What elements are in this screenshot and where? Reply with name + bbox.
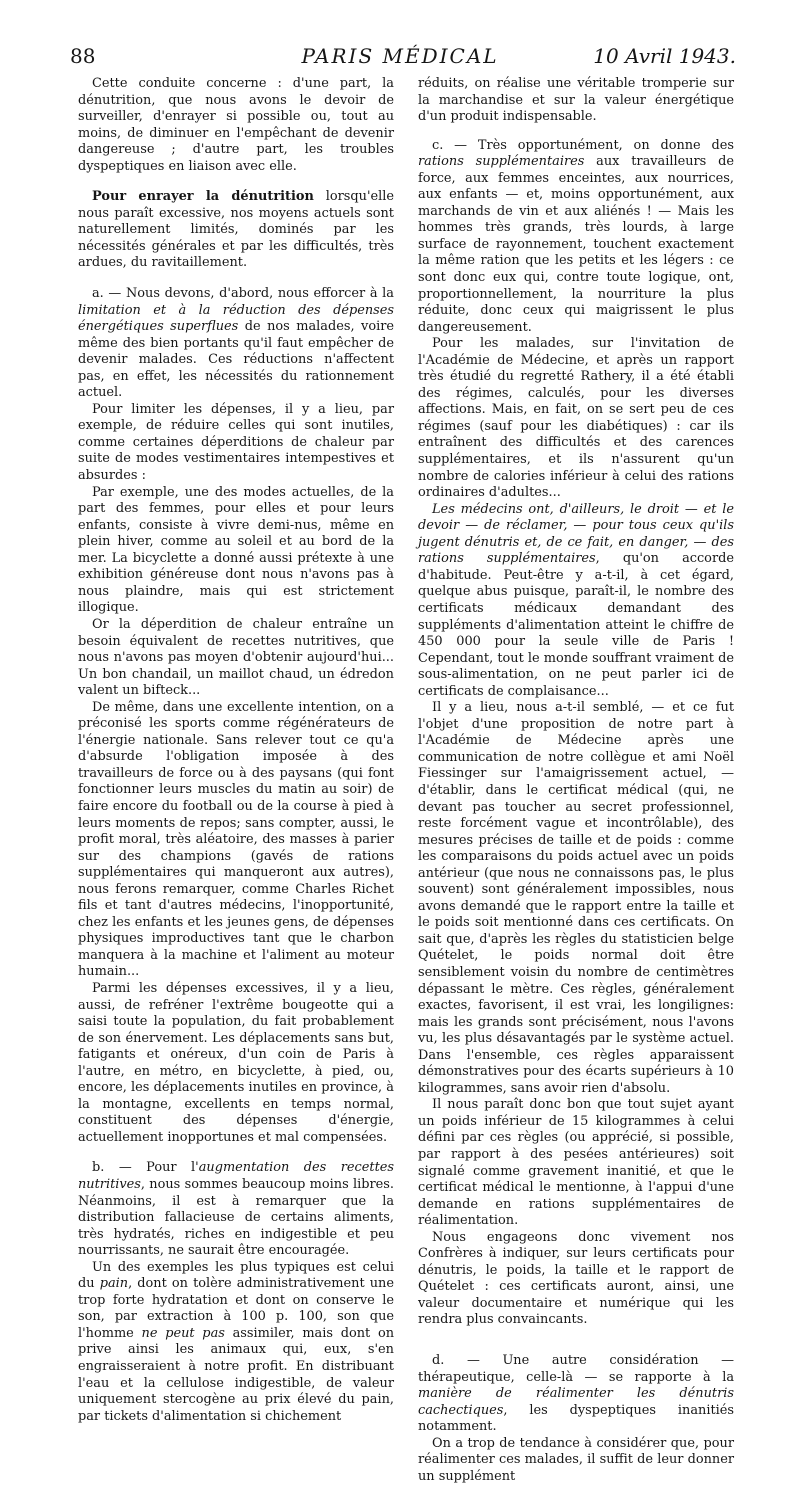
page-header	[64, 40, 736, 74]
paragraph-c: c. — Très opportunément, on donne des rations supplémentaires aux travailleurs de force, aux femmes enceintes, aux nourrices, aux enfants — et, moins opportunément, aux marchands de vin et aux aliénés ! — Mais les hommes très grands, très lourds, à large surface de rayonnement, touchent exactement la même ration que les petits et les légers : ce sont donc eux qui, contre toute logique, ont, proportionnellement, la nourriture la plus réduite, donc ceux qui maigrissent le plus dangereusement.	[418, 137, 735, 335]
paragraph-conduct: Cette conduite concerne : d'une part, la dénutrition, que nous avons le devoir de surveiller, d'enrayer si possible ou, tout au moins, de diminuer en l'empêchant de devenir dangereuse ; d'autre part, les troubles dyspeptiques en liaison avec elle.	[78, 76, 394, 174]
paragraph: Or la déperdition de chaleur entraîne un besoin équivalent de recettes nutritives, que nous n'avons pas moyen d'obtenir aujourd'hui... Un bon chandail, un maillot chaud, un édredon valent un bifteck...	[78, 616, 394, 699]
paragraph-d: d. — Une autre considération — thérapeutique, celle-là — se rapporte à la manière de réalimenter les dénutris cachectiques, les dyspeptiques inanitiés notamment.	[418, 1353, 734, 1435]
paragraph: Un des exemples les plus typiques est celui du pain, dont on tolère administrativement une trop forte hydratation et dont on conserve le son, par extraction à 100 p. 100, son que l'homme ne peut pas assimiler, mais dont on prive ainsi les animaux qui, eux, s'en engraisseraient à notre profit. En distribuant l'eau et la cellulose indigestible, de valeur uniquement stercogène au prix élevé du pain, par tickets d'alimentation si chichement	[78, 1259, 395, 1424]
paragraph: Pour limiter les dépenses, il y a lieu, par exemple, de réduire celles qui sont inutiles, comme certaines déperditions de chaleur par suite de modes vestimentaires intempestives et absurdes :	[78, 401, 394, 484]
right-column	[418, 76, 734, 1485]
item-marker: a. —	[92, 286, 122, 302]
paragraph-denutrition: Pour enrayer la dénutrition lorsqu'elle nous paraît excessive, nos moyens actuels sont naturellement limités, dominés par les nécessités générales et par les difficultés, très ardues, du ravitaillement.	[78, 189, 394, 271]
paragraph: Les médecins ont, d'ailleurs, le droit — et le devoir — de réclamer, — pour tous ceux qu'ils jugent dénutris et, de ce fait, en danger, — des rations supplémentaires, qu'on accorde d'habitude. Peut-être y a-t-il, à cet égard, quelque abus puisque, paraît-il, le nombre des certificats médicaux demandant des suppléments d'alimentation atteint le chiffre de 450 000 pour la seule ville de Paris ! Cependant, tout le monde souffrant vraiment de sous-alimentation, on ne peut parler ici de certificats de complaisance...	[418, 501, 734, 699]
item-marker: d. —	[432, 1353, 480, 1369]
issue-date: 10 Avril 1943.	[593, 44, 736, 68]
item-marker: c. —	[432, 137, 468, 153]
journal-title: PARIS MÉDICAL	[301, 44, 499, 68]
paragraph: Il nous paraît donc bon que tout sujet ayant un poids inférieur de 15 kilogrammes à celui défini par ces règles (ou apprécié, si possible, par rapport à des pesées antérieures) soit signalé comme gravement inanitié, et que le certificat médical le mentionne, à l'appui d'une demande en rations supplémentaires de réalimentation.	[418, 1097, 734, 1229]
paragraph-a: a. — Nous devons, d'abord, nous efforcer à la limitation et à la réduction des dépenses énergétiques superflues de nos malades, voire même des bien portants qu'il faut empêcher de devenir malades. Ces réductions n'affectent pas, en effet, les nécessités du rationnement actuel.	[78, 286, 394, 401]
left-column	[78, 76, 394, 1425]
item-marker: b. —	[92, 1160, 132, 1176]
paragraph-b: b. — Pour l'augmentation des recettes nutritives, nous sommes beaucoup moins libres. Néanmoins, il est à remarquer que la distribution fallacieuse de certains aliments, très hydratés, riches en indigestible et peu nourrissants, ne saurait être encouragée.	[78, 1160, 394, 1259]
paragraph: On a trop de tendance à considérer que, pour réalimenter ces malades, il suffit de leur donner un supplément	[418, 1435, 734, 1484]
page-number: 88	[70, 44, 96, 68]
paragraph: Par exemple, une des modes actuelles, de la part des femmes, pour elles et pour leurs enfants, consiste à vivre demi-nus, même en plein hiver, comme au soleil et au bord de la mer. La bicyclette a donné aussi prétexte à une exhibition généreuse dont nous n'avons pas à nous plaindre, mais qui est strictement illogique.	[78, 484, 394, 616]
paragraph-continued: réduits, on réalise une véritable tromperie sur la marchandise et sur la valeur énergétique d'un produit indispensable.	[418, 76, 734, 125]
paragraph: Il y a lieu, nous a-t-il semblé, — et ce fut l'objet d'une proposition de notre part à l'Académie de Médecine après une communication de notre collègue et ami Noël Fiessinger sur l'amaigrissement actuel, — d'établir, dans le certificat médical (qui, ne devant pas toucher au secret professionnel, reste forcément vague et incontrôlable), des mesures précises de taille et de poids : comme les comparaisons du poids actuel avec un poids antérieur (que nous ne connaissons pas, le plus souvent) sont généralement impossibles, nous avons demandé que le rapport entre la taille et le poids soit mentionné dans ces certificats. On sait que, d'après les règles du statisticien belge Quételet, le poids normal doit être sensiblement voisin du nombre de centimètres dépassant le mètre. Ces règles, généralement exactes, favorisent, il est vrai, les longilignes: mais les grands sont précisément, nous l'avons vu, les plus désavantagés par le système actuel. Dans l'ensemble, ces règles apparaissent démonstratives pour des écarts supérieurs à 10 kilogrammes, sans avoir rien d'absolu.	[418, 700, 734, 1096]
section-lead: Pour enrayer la dénutrition	[92, 189, 314, 205]
paragraph: Nous engageons donc vivement nos Confrères à indiquer, sur leurs certificats pour dénutris, le poids, la taille et le rapport de Quételet : ces certificats auront, ainsi, une valeur documentaire et numérique qui les rendra plus convaincants.	[418, 1229, 734, 1328]
paragraph: De même, dans une excellente intention, on a préconisé les sports comme régénérateurs de l'énergie nationale. Sans relever tout ce qu'a d'absurde l'obligation imposée à des travailleurs de force ou à des paysans (qui font fonctionner leurs muscles du matin au soir) de faire encore du football ou de la course à pied à leurs moments de repos; sans compter, aussi, le profit moral, très aléatoire, des masses à parier sur des champions (gavés de rations supplémentaires qui manqueront aux autres), nous ferons remarquer, comme Charles Richet fils et tant d'autres médecins, l'inopportunité, chez les enfants et les jeunes gens, de dépenses physiques improductives tant que le charbon manquera à la machine et l'aliment au moteur humain...	[78, 699, 394, 980]
paragraph: Pour les malades, sur l'invitation de l'Académie de Médecine, et après un rapport très étudié du regretté Rathery, il a été établi des régimes, calculés, pour les diverses affections. Mais, en fait, on se sert peu de ces régimes (sauf pour les diabétiques) : car ils entraînent des difficultés et des carences supplémentaires, et ils n'assurent qu'un nombre de calories inférieur à celui des rations ordinaires d'adultes...	[418, 336, 734, 501]
paragraph: Parmi les dépenses excessives, il y a lieu, aussi, de refréner l'extrême bougeotte qui a saisi toute la population, du fait probablement de son énervement. Les déplacements sans but, fatigants et onéreux, d'un coin de Paris à l'autre, en métro, en bicyclette, à pied, ou, encore, les déplacements inutiles en province, à la montagne, excellents en temps normal, constituent des dépenses d'énergie, actuellement inopportunes et mal compensées.	[78, 980, 394, 1145]
